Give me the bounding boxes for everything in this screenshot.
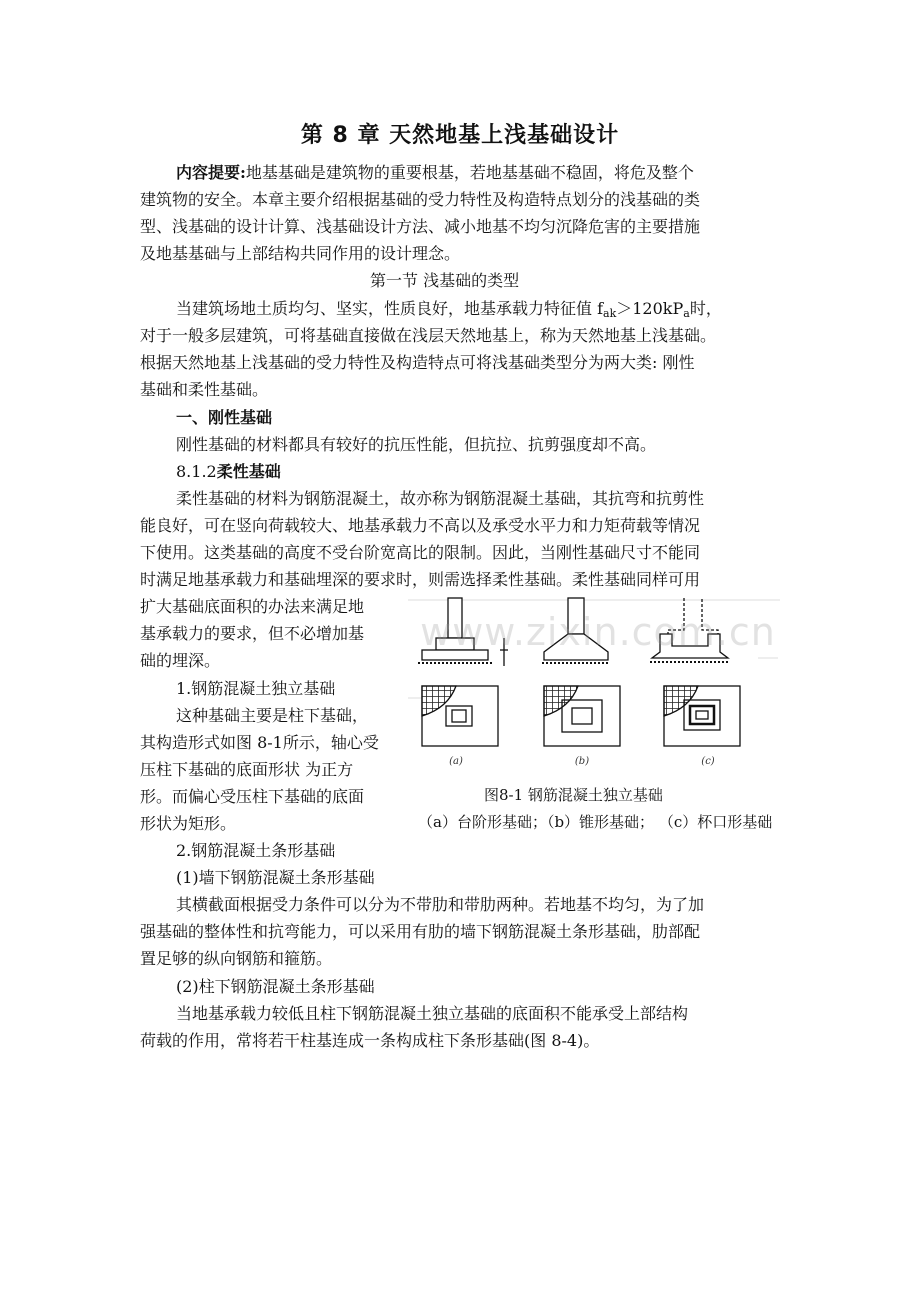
section1-line-3: 根据天然地基上浅基础的受力特性及构造特点可将浅基础类型分为两大类: 刚性 xyxy=(140,353,695,372)
text-pre: 当建筑场地土质均匀、坚实，性质良好，地基承载力特征值 f xyxy=(176,299,604,318)
figure-label-c: (c) xyxy=(701,756,715,767)
rigid-heading: 一、刚性基础 xyxy=(176,408,273,427)
figure-label-b: (b) xyxy=(574,756,590,767)
subscript-a: a xyxy=(683,307,690,320)
footing-c-elevation xyxy=(650,598,730,662)
section-heading: 第一节 浅基础的类型 xyxy=(370,271,520,290)
figure-label-a: (a) xyxy=(449,756,463,767)
strip-sub1-line-2: 强基础的整体性和抗弯能力，可以采用有肋的墙下钢筋混凝土条形基础，肋部配 xyxy=(140,922,701,941)
flexible-line-3: 下使用。这类基础的高度不受台阶宽高比的限制。因此，当刚性基础尺寸不能同 xyxy=(140,543,701,562)
isolated-line-3: 压柱下基础的底面形状 为正方 xyxy=(140,760,354,779)
footing-a-plan xyxy=(422,686,498,746)
flexible-line-5: 扩大基础底面积的办法来满足地 xyxy=(140,597,365,616)
isolated-line-5: 形状为矩形。 xyxy=(140,814,237,833)
strip-sub2-line-2: 荷载的作用，常将若干柱基连成一条构成柱下条形基础(图 8-4)。 xyxy=(140,1031,600,1050)
summary-line-2: 建筑物的安全。本章主要介绍根据基础的受力特性及构造特点划分的浅基础的类 xyxy=(140,190,701,209)
rigid-text: 刚性基础的材料都具有较好的抗压性能，但抗拉、抗剪强度却不高。 xyxy=(176,435,657,454)
flexible-heading-num: 8.1.2 xyxy=(176,462,217,481)
strip-sub2-line-1: 当地基承载力较低且柱下钢筋混凝土独立基础的底面积不能承受上部结构 xyxy=(176,1004,689,1023)
figure-8-1 xyxy=(408,588,780,774)
figure-caption: 图8-1 钢筋混凝土独立基础 xyxy=(484,786,663,804)
summary-line-4: 及地基基础与上部结构共同作用的设计理念。 xyxy=(140,244,461,263)
subscript-ak: ak xyxy=(603,307,617,320)
footing-b-elevation xyxy=(542,598,610,663)
summary-text-1: 地基基础是建筑物的重要根基，若地基基础不稳固，将危及整个 xyxy=(245,163,694,182)
section1-line-2: 对于一般多层建筑，可将基础直接做在浅层天然地基上，称为天然地基上浅基础。 xyxy=(140,326,717,345)
section1-line-4: 基础和柔性基础。 xyxy=(140,380,269,399)
isolated-line-1: 这种基础主要是柱下基础， xyxy=(176,706,369,725)
figure-subcaption: （a）台阶形基础；（b）锥形基础； （c）杯口形基础 xyxy=(418,813,773,831)
text-post: 时， xyxy=(689,299,722,318)
summary-line-1 xyxy=(176,160,694,183)
strip-sub2: (2)柱下钢筋混凝土条形基础 xyxy=(176,977,375,996)
summary-label: 内容提要: xyxy=(176,163,246,182)
isolated-heading: 1.钢筋混凝土独立基础 xyxy=(176,679,336,698)
watermark: www.zixin.com.cn xyxy=(420,610,776,654)
isolated-line-2: 其构造形式如图 8-1所示，轴心受 xyxy=(140,733,379,752)
section1-line-1 xyxy=(176,296,722,320)
footing-a-elevation xyxy=(418,598,508,666)
flexible-heading xyxy=(176,459,281,482)
strip-sub1: (1)墙下钢筋混凝土条形基础 xyxy=(176,868,375,887)
flexible-line-6: 基承载力的要求，但不必增加基 xyxy=(140,624,365,643)
flexible-heading-text: 柔性基础 xyxy=(216,462,281,481)
flexible-line-1: 柔性基础的材料为钢筋混凝土，故亦称为钢筋混凝土基础，其抗弯和抗剪性 xyxy=(176,489,705,508)
strip-sub1-line-3: 置足够的纵向钢筋和箍筋。 xyxy=(140,949,333,968)
flexible-line-7: 础的埋深。 xyxy=(140,651,221,670)
chapter-title: 第 8 章 天然地基上浅基础设计 xyxy=(300,123,620,148)
text-mid: ＞120kP xyxy=(616,299,684,318)
isolated-line-4: 形。而偏心受压柱下基础的底面 xyxy=(140,787,365,806)
footing-b-plan xyxy=(544,686,620,746)
strip-sub1-line-1: 其横截面根据受力条件可以分为不带肋和带肋两种。若地基不均匀，为了加 xyxy=(176,895,705,914)
strip-heading: 2.钢筋混凝土条形基础 xyxy=(176,841,336,860)
flexible-line-2: 能良好，可在竖向荷载较大、地基承载力不高以及承受水平力和力矩荷载等情况 xyxy=(140,516,701,535)
summary-line-3: 型、浅基础的设计计算、浅基础设计方法、减小地基不均匀沉降危害的主要措施 xyxy=(140,217,701,236)
flexible-line-4: 时满足地基承载力和基础埋深的要求时，则需选择柔性基础。柔性基础同样可用 xyxy=(140,570,701,589)
footing-c-plan xyxy=(664,686,740,746)
